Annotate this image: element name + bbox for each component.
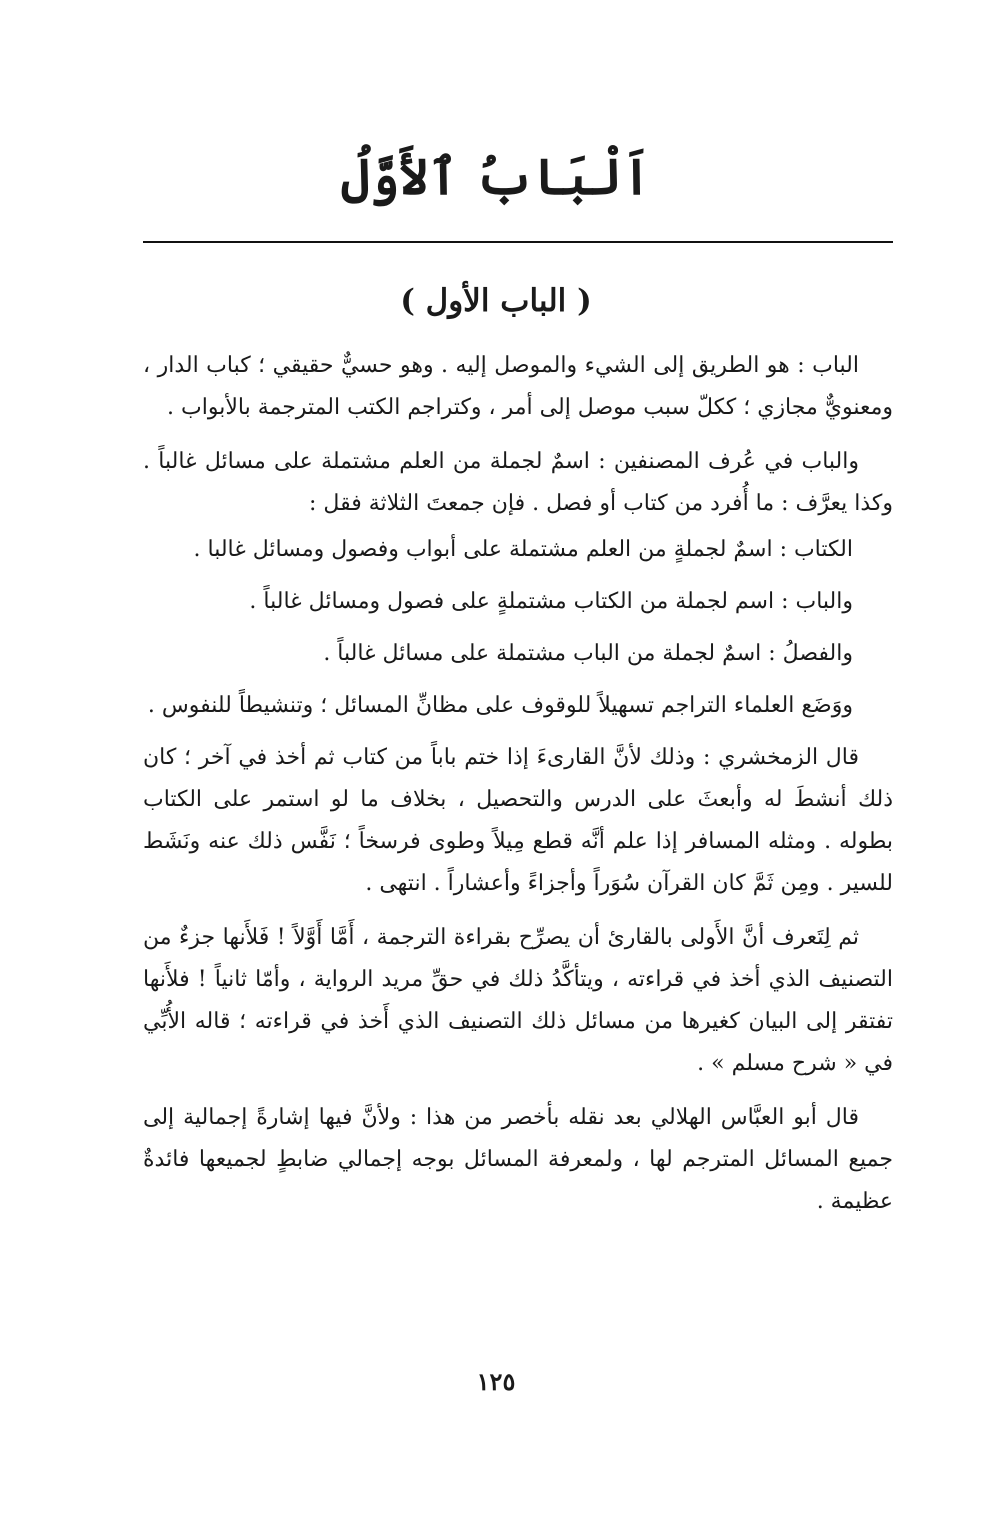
paragraph-definition: الباب : هو الطريق إلى الشيء والموصل إليه . وهو حسيٌّ حقيقي ؛ كباب الدار ، ومعنويٌّ مجازي ؛ ككلّ سبب موصل إلى أمر ، وكتراجم الكتب المترجمة بالأبواب . bbox=[143, 353, 893, 420]
paragraph-book-definition: الكتاب : اسمٌ لجملةٍ من العلم مشتملة على أبواب وفصول ومسائل غالبا . bbox=[193, 537, 853, 562]
section-title: ( الباب الأول ) bbox=[400, 283, 592, 319]
paragraph-chapter-definition: والباب : اسم لجملة من الكتاب مشتملةٍ على فصول ومسائل غالباً . bbox=[249, 589, 853, 614]
paragraph-zamakhshari-quote: قال الزمخشري : وذلك لأنَّ القارىءَ إذا ختم باباً من كتاب ثم أخذ في آخر ؛ كان ذلك أنشطَ له وأبعثَ على الدرس والتحصيل ، بخلاف ما لو استمر على الكتاب بطوله . ومثله المسافر إذا علم أنَّه قطع مِيلاً وطوى فرسخاً ؛ نَفَّس ذلك عنه ونَشَط للسير . ومِن ثَمَّ كان القرآن سُوَراً وأجزاءً وأعشاراً . انتهى . bbox=[143, 745, 893, 896]
paragraph-reading-heading: ثم لِتَعرف أنَّ الأَولى بالقارئ أن يصرِّح بقراءة الترجمة ، أَمَّا أَوَّلاً ! فَلأَنها جزءٌ من التصنيف الذي أخذ في قراءته ، ويتأكَّدُ ذلك في حقِّ مريد الرواية ، وأمّا ثانياً ! فلأَنها تفتقر إلى البيان كغيرها من مسائل ذلك التصنيف الذي أَخذ في قراءته ؛ قاله الأُبِّي في « شرح مسلم » . bbox=[143, 925, 893, 1076]
page-number: ١٢٥ bbox=[476, 1367, 516, 1396]
paragraph-authors-usage: والباب في عُرف المصنفين : اسمٌ لجملة من العلم مشتملة على مسائل غالباً . وكذا يعرَّف : ما أُفرد من كتاب أو فصل . فإن جمعتَ الثلاثة فقل : bbox=[143, 449, 893, 516]
paragraph-hilali-quote: قال أبو العبَّاس الهلالي بعد نقله بأخصر من هذا : ولأنَّ فيها إشارةً إجمالية إلى جميع المسائل المترجم لها ، ولمعرفة المسائل بوجه إجمالي ضابطٍ لجميعها فائدةٌ عظيمة . bbox=[143, 1105, 893, 1214]
chapter-title: اَلْبَابُ ٱلأَوَّلُ bbox=[340, 147, 652, 206]
paragraph-section-definition: والفصلُ : اسمٌ لجملة من الباب مشتملة على مسائل غالباً . bbox=[323, 641, 853, 666]
body-text bbox=[143, 345, 893, 1235]
title-divider bbox=[143, 241, 893, 243]
paragraph-headings-purpose: ووَضَع العلماء التراجم تسهيلاً للوقوف على مظانِّ المسائل ؛ وتنشيطاً للنفوس . bbox=[147, 693, 853, 718]
